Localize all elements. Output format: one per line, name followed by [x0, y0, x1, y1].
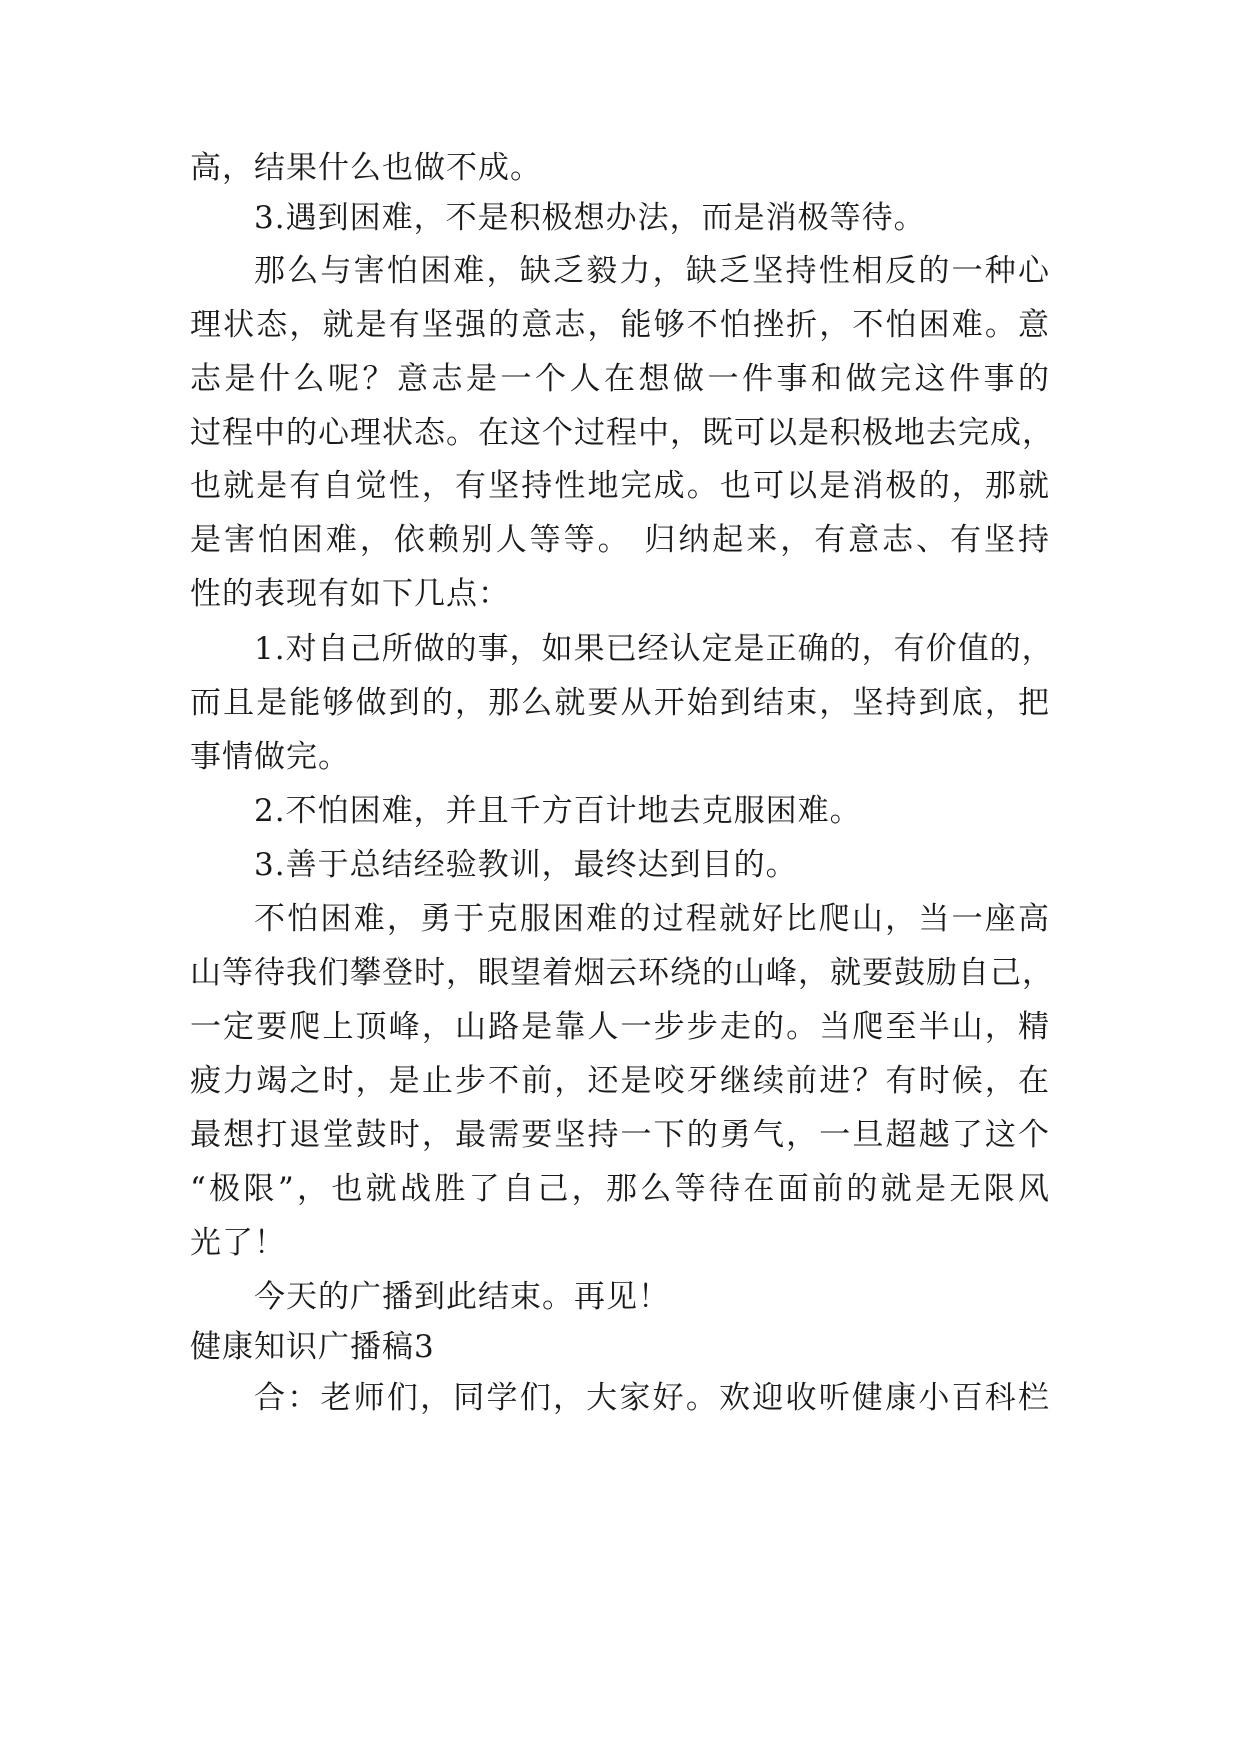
list-item: 2.不怕困难，并且千方百计地去克服困难。 [254, 793, 862, 829]
text-line: 山等待我们攀登时，眼望着烟云环绕的山峰，就要鼓励自己， [190, 955, 1054, 991]
text-line: 也就是有自觉性，有坚持性地完成。也可以是消极的，那就 [190, 468, 1050, 504]
text-line: 是害怕困难，依赖别人等等。 归纳起来，有意志、有坚持 [190, 522, 1050, 558]
text-line: 今天的广播到此结束。再见！ [254, 1279, 670, 1315]
text-line: 而且是能够做到的，那么就要从开始到结束，坚持到底，把 [190, 685, 1050, 721]
text-line: 过程中的心理状态。在这个过程中，既可以是积极地去完成， [190, 415, 1054, 451]
section-heading: 健康知识广播稿3 [190, 1329, 435, 1365]
text-line: 那么与害怕困难，缺乏毅力，缺乏坚持性相反的一种心 [254, 253, 1050, 289]
text-line: 志是什么呢？意志是一个人在想做一件事和做完这件事的 [190, 361, 1050, 397]
text-line: 疲力竭之时，是止步不前，还是咬牙继续前进？有时候，在 [190, 1063, 1050, 1099]
text-line: 不怕困难，勇于克服困难的过程就好比爬山，当一座高 [254, 901, 1050, 937]
list-item: 3.遇到困难，不是积极想办法，而是消极等待。 [254, 200, 926, 236]
text-line: 最想打退堂鼓时，最需要坚持一下的勇气，一旦超越了这个 [190, 1117, 1050, 1153]
text-line: 一定要爬上顶峰，山路是靠人一步步走的。当爬至半山，精 [190, 1009, 1050, 1045]
text-line: 高，结果什么也做不成。 [190, 150, 542, 186]
text-line: 光了！ [190, 1225, 286, 1261]
text-line: 事情做完。 [190, 739, 350, 775]
text-line: 合：老师们，同学们，大家好。欢迎收听健康小百科栏 [254, 1380, 1050, 1416]
text-line: “极限”，也就战胜了自己，那么等待在面前的就是无限风 [190, 1171, 1050, 1207]
list-item: 3.善于总结经验教训，最终达到目的。 [254, 847, 798, 883]
text-line: 性的表现有如下几点： [190, 576, 510, 612]
text-line: 理状态，就是有坚强的意志，能够不怕挫折，不怕困难。意 [190, 307, 1050, 343]
list-item: 1.对自己所做的事，如果已经认定是正确的，有价值的， [254, 631, 1054, 667]
